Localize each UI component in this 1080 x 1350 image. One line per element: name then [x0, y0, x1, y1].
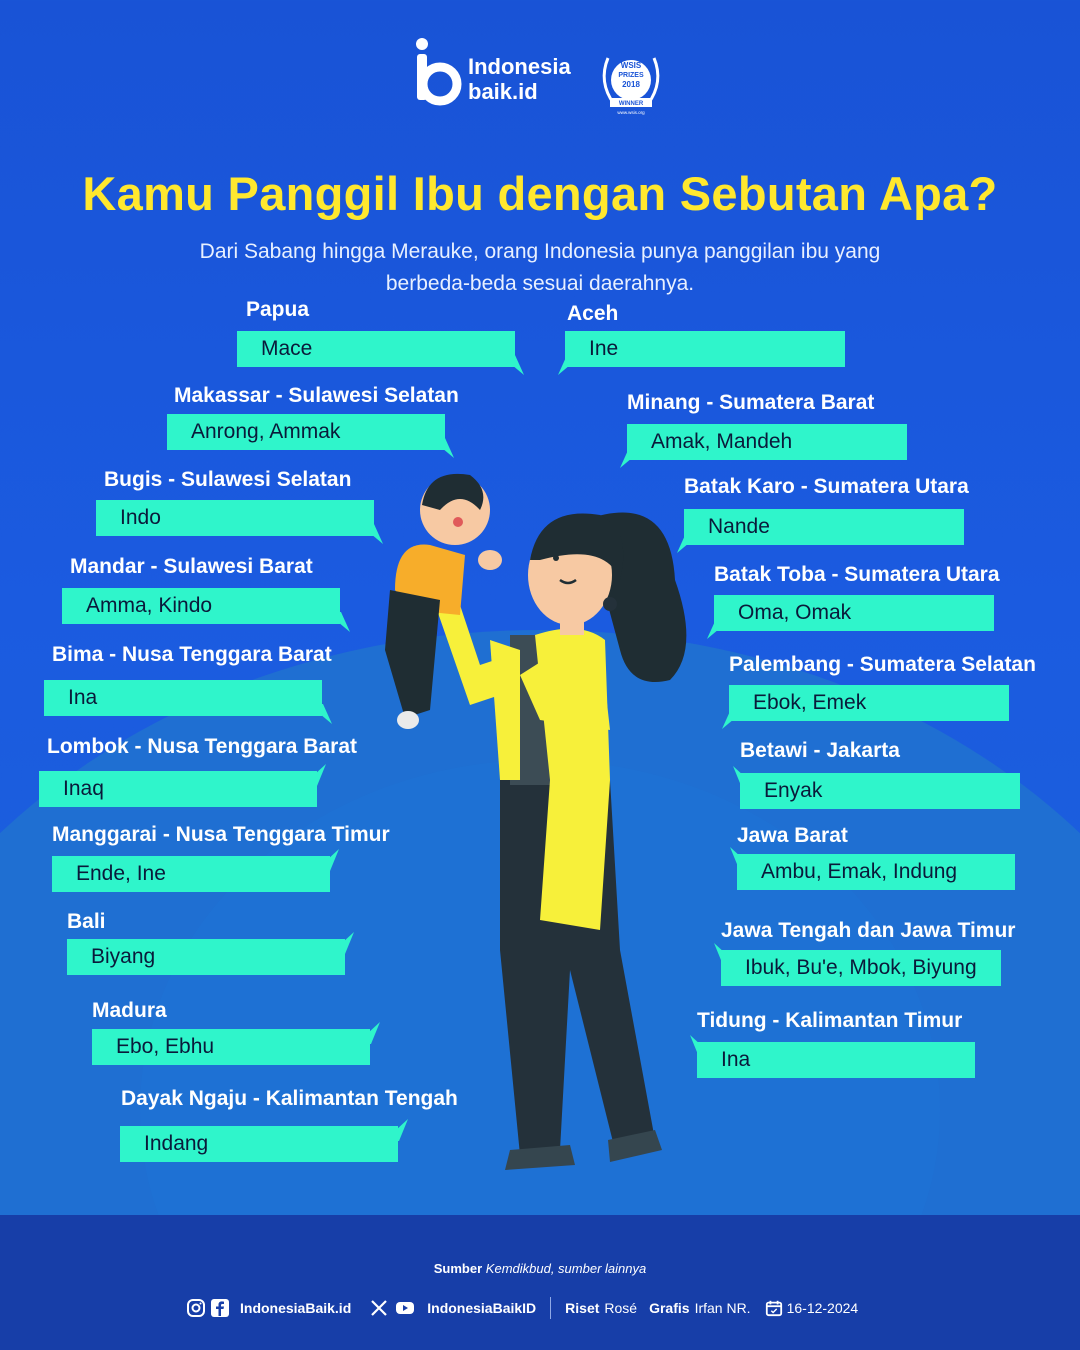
region-label: Manggarai - Nusa Tenggara Timur	[52, 823, 390, 846]
speech-tail-icon	[384, 1115, 410, 1141]
region-label: Bima - Nusa Tenggara Barat	[52, 643, 332, 666]
speech-tail-icon	[556, 355, 582, 381]
grafis-label: Grafis	[649, 1300, 690, 1316]
region-label: Mandar - Sulawesi Barat	[70, 555, 313, 578]
term-bubble: Ina	[697, 1042, 975, 1078]
footer	[0, 1215, 1080, 1350]
region-label: Papua	[246, 298, 310, 321]
region-label: Batak Toba - Sumatera Utara	[714, 563, 1000, 586]
speech-tail-icon	[326, 612, 352, 638]
region-label: Jawa Barat	[737, 824, 848, 847]
award-line3: 2018	[622, 80, 640, 89]
x-icon[interactable]	[369, 1298, 389, 1318]
social-handle-2[interactable]: IndonesiaBaikID	[427, 1300, 537, 1316]
term-bubble: Mace	[237, 331, 515, 367]
term-bubble: Indo	[96, 500, 374, 536]
credits-bar	[186, 1295, 858, 1321]
term-bubble: Anrong, Ammak	[167, 414, 445, 450]
publish-date: 16-12-2024	[786, 1300, 859, 1316]
term-bubble: Ibuk, Bu'e, Mbok, Biyung	[721, 950, 1001, 986]
wsis-award-badge-icon	[596, 48, 666, 116]
riset-label: Riset	[565, 1300, 600, 1316]
riset-name: Rosé	[604, 1300, 638, 1316]
region-label: Jawa Tengah dan Jawa Timur	[721, 919, 1016, 942]
region-label: Tidung - Kalimantan Timur	[697, 1009, 963, 1032]
term-bubble: Ine	[565, 331, 845, 367]
region-label: Aceh	[567, 302, 619, 325]
award-line4: WINNER	[618, 101, 644, 107]
page-subtitle	[140, 236, 940, 300]
logo-line2: baik.id	[468, 79, 538, 104]
subtitle-line2: berbeda-beda sesuai daerahnya.	[385, 272, 695, 295]
source-text: Kemdikbud, sumber lainnya	[485, 1261, 647, 1276]
region-label: Dayak Ngaju - Kalimantan Tengah	[121, 1087, 458, 1110]
facebook-icon[interactable]	[210, 1298, 230, 1318]
term-bubble: Enyak	[740, 773, 1020, 809]
region-label: Lombok - Nusa Tenggara Barat	[47, 735, 357, 758]
speech-tail-icon	[675, 533, 701, 559]
page-title: Kamu Panggil Ibu dengan Sebutan Apa?	[82, 167, 998, 220]
speech-tail-icon	[618, 448, 644, 474]
region-label: Minang - Sumatera Barat	[627, 391, 875, 414]
subtitle-line1: Dari Sabang hingga Merauke, orang Indonesia punya panggilan ibu yang	[199, 240, 881, 263]
header	[0, 28, 1080, 128]
region-label: Madura	[92, 999, 167, 1022]
term-bubble: Nande	[684, 509, 964, 545]
term-bubble: Ebok, Emek	[729, 685, 1009, 721]
divider	[550, 1297, 551, 1319]
term-bubble: Biyang	[67, 939, 345, 975]
term-bubble: Ebo, Ebhu	[92, 1029, 370, 1065]
term-bubble: Ambu, Emak, Indung	[737, 854, 1015, 890]
mother-holding-child-illustration	[370, 450, 730, 1230]
term-bubble: Ende, Ine	[52, 856, 330, 892]
region-label: Bali	[67, 910, 106, 933]
speech-tail-icon	[500, 355, 526, 381]
speech-tail-icon	[356, 1018, 382, 1044]
term-bubble: Amma, Kindo	[62, 588, 340, 624]
youtube-icon[interactable]	[393, 1298, 417, 1318]
speech-tail-icon	[712, 939, 738, 965]
grafis-name: Irfan NR.	[694, 1300, 751, 1316]
speech-tail-icon	[302, 760, 328, 786]
region-label: Batak Karo - Sumatera Utara	[684, 475, 969, 498]
social-handle-1[interactable]: IndonesiaBaik.id	[240, 1300, 352, 1316]
term-bubble: Inaq	[39, 771, 317, 807]
region-label: Betawi - Jakarta	[740, 739, 900, 762]
speech-tail-icon	[315, 845, 341, 871]
award-line2: PRIZES	[618, 72, 644, 79]
region-label: Palembang - Sumatera Selatan	[729, 653, 1036, 676]
source-note	[0, 1261, 1080, 1276]
award-line5: www.wsis.org	[617, 110, 645, 115]
term-bubble: Oma, Omak	[714, 595, 994, 631]
source-label: Sumber	[433, 1261, 483, 1276]
speech-tail-icon	[359, 524, 385, 550]
speech-tail-icon	[728, 843, 754, 869]
speech-tail-icon	[688, 1031, 714, 1057]
term-bubble: Amak, Mandeh	[627, 424, 907, 460]
speech-tail-icon	[330, 928, 356, 954]
term-bubble: Ina	[44, 680, 322, 716]
award-line1: WSIS	[620, 61, 642, 70]
region-label: Makassar - Sulawesi Selatan	[174, 384, 459, 407]
speech-tail-icon	[308, 704, 334, 730]
instagram-icon[interactable]	[186, 1298, 206, 1318]
logo-wordmark	[468, 54, 571, 104]
speech-tail-icon	[731, 762, 757, 788]
logo-line1: Indonesia	[468, 54, 571, 79]
speech-tail-icon	[705, 619, 731, 645]
speech-tail-icon	[720, 709, 746, 735]
term-bubble: Indang	[120, 1126, 398, 1162]
speech-tail-icon	[430, 438, 456, 464]
region-label: Bugis - Sulawesi Selatan	[104, 468, 352, 491]
calendar-icon	[765, 1299, 783, 1317]
indonesiabaik-logo-icon	[414, 36, 462, 106]
